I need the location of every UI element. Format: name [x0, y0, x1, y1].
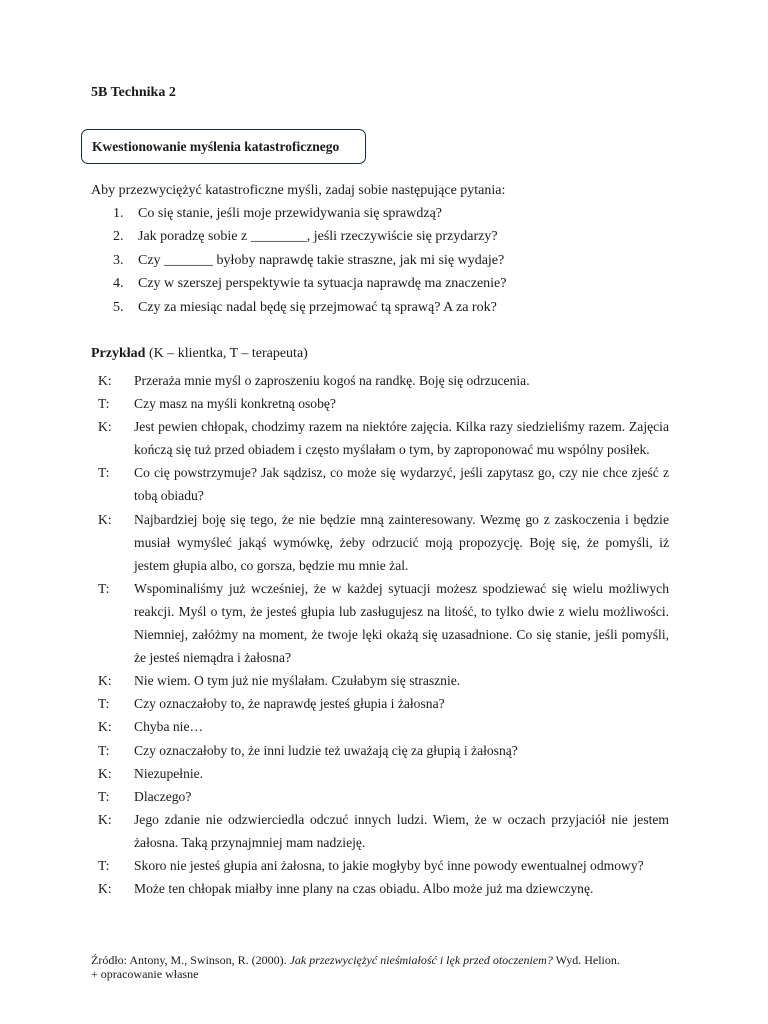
source-citation — [91, 953, 620, 981]
dialogue — [0, 369, 768, 900]
question-number: 4. — [113, 276, 124, 292]
utterance-text: Skoro nie jesteś głupia ani żałosna, to jakie mogłyby być inne powody ewentualnej odmowy? — [134, 857, 644, 873]
dialogue-turn — [0, 762, 768, 785]
dialogue-turn — [0, 715, 768, 738]
section-heading-box — [81, 129, 366, 164]
question-number: 3. — [113, 252, 124, 268]
dialogue-turn — [0, 369, 768, 392]
source-suffix: Wyd. Helion. — [552, 953, 620, 967]
speaker-label: K: — [98, 765, 112, 781]
speaker-label: T: — [98, 465, 110, 481]
source-book-title: Jak przezwyciężyć nieśmiałość i lęk przed otoczeniem? — [289, 953, 553, 967]
utterance-text: Czy masz na myśli konkretną osobę? — [134, 396, 336, 412]
example-heading — [91, 346, 308, 362]
dialogue-turn — [0, 577, 768, 669]
speaker-label: T: — [98, 580, 110, 596]
source-prefix: Źródło: Antony, M., Swinson, R. (2000). — [91, 953, 290, 967]
speaker-label: K: — [98, 811, 112, 827]
speaker-label: T: — [98, 696, 110, 712]
section-heading-text: Kwestionowanie myślenia katastroficznego — [92, 139, 340, 154]
utterance-text: Chyba nie… — [134, 719, 204, 735]
question-number: 5. — [113, 299, 124, 315]
speaker-label: T: — [98, 742, 110, 758]
utterance-text: Jest pewien chłopak, chodzimy razem na niektóre zajęcia. Kilka razy siedzieliśmy razem. Zajęcia kończą się tuż przed obiadem i często myślałam o tym, by zaproponować mu wspólny posiłek. — [134, 419, 669, 458]
dialogue-turn — [0, 808, 768, 854]
dialogue-turn — [0, 461, 768, 507]
speaker-label: K: — [98, 719, 112, 735]
utterance-text: Nie wiem. O tym już nie myślałam. Czułabym się strasznie. — [134, 673, 461, 689]
speaker-label: T: — [98, 396, 110, 412]
speaker-label: K: — [98, 881, 112, 897]
dialogue-turn — [0, 785, 768, 808]
question-text: Jak poradzę sobie z ________, jeśli rzeczywiście się przydarzy? — [138, 229, 498, 245]
example-legend: (K – klientka, T – terapeuta) — [148, 346, 308, 361]
speaker-label: T: — [98, 788, 110, 804]
question-number: 2. — [113, 229, 124, 245]
utterance-text: Dlaczego? — [134, 788, 192, 804]
utterance-text: Wspominaliśmy już wcześniej, że w każdej sytuacji możesz spodziewać się wielu możliwych reakcji. Myśl o tym, że jesteś głupia lub zasługujesz na litość, to tylko dwie z wielu możliwości. Niemniej, załóżmy na moment, że twoje lęki okażą się uzasadnione. Co się stanie, jeśli pomyśli, że jesteś niemądra i żałosna? — [134, 580, 669, 666]
speaker-label: K: — [98, 419, 112, 435]
example-label: Przykład — [91, 346, 146, 361]
utterance-text: Niezupełnie. — [134, 765, 204, 781]
speaker-label: K: — [98, 673, 112, 689]
utterance-text: Co cię powstrzymuje? Jak sądzisz, co może się wydarzyć, jeśli zapytasz go, czy nie chce zjeść z tobą obiadu? — [134, 465, 669, 504]
dialogue-turn — [0, 739, 768, 762]
question-text: Czy _______ byłoby naprawdę takie straszne, jak mi się wydaje? — [138, 252, 505, 268]
dialogue-turn — [0, 692, 768, 715]
dialogue-turn — [0, 854, 768, 877]
question-number: 1. — [113, 206, 124, 221]
utterance-text: Przeraża mnie myśl o zaproszeniu kogoś na randkę. Boję się odrzucenia. — [134, 373, 530, 388]
utterance-text: Jego zdanie nie odzwierciedla odczuć innych ludzi. Wiem, że w oczach przyjaciół nie jestem żałosna. Taką przynajmniej mam nadzieję. — [134, 811, 669, 850]
speaker-label: T: — [98, 857, 110, 873]
dialogue-turn — [0, 877, 768, 900]
dialogue-turn — [0, 669, 768, 692]
speaker-label: K: — [98, 511, 112, 527]
source-line-2: + opracowanie własne — [91, 967, 199, 981]
question-text: Czy w szerszej perspektywie ta sytuacja naprawdę ma znaczenie? — [138, 276, 507, 292]
document-title: 5B Technika 2 — [91, 85, 176, 100]
utterance-text: Czy oznaczałoby to, że naprawdę jesteś głupia i żałosna? — [134, 696, 445, 712]
utterance-text: Czy oznaczałoby to, że inni ludzie też uważają cię za głupią i żałosną? — [134, 742, 518, 758]
utterance-text: Może ten chłopak miałby inne plany na czas obiadu. Albo może już ma dziewczynę. — [134, 881, 594, 897]
question-text: Co się stanie, jeśli moje przewidywania się sprawdzą? — [138, 206, 443, 221]
dialogue-turn — [0, 392, 768, 415]
dialogue-turn — [0, 508, 768, 577]
speaker-label: K: — [98, 373, 112, 388]
utterance-text: Najbardziej boję się tego, że nie będzie mną zainteresowany. Wezmę go z zaskoczenia i będzie musiał wymyśleć jakąś wymówkę, żeby odrzucić moją propozycję. Boję się, że pomyśli, iż jestem głupia albo, co gorsza, będzie mu mnie żal. — [134, 511, 669, 573]
intro-paragraph: Aby przezwyciężyć katastroficzne myśli, zadaj sobie następujące pytania: — [91, 183, 506, 198]
question-text: Czy za miesiąc nadal będę się przejmować tą sprawą? A za rok? — [138, 299, 497, 315]
source-line-1 — [91, 953, 620, 967]
dialogue-turn — [0, 415, 768, 461]
